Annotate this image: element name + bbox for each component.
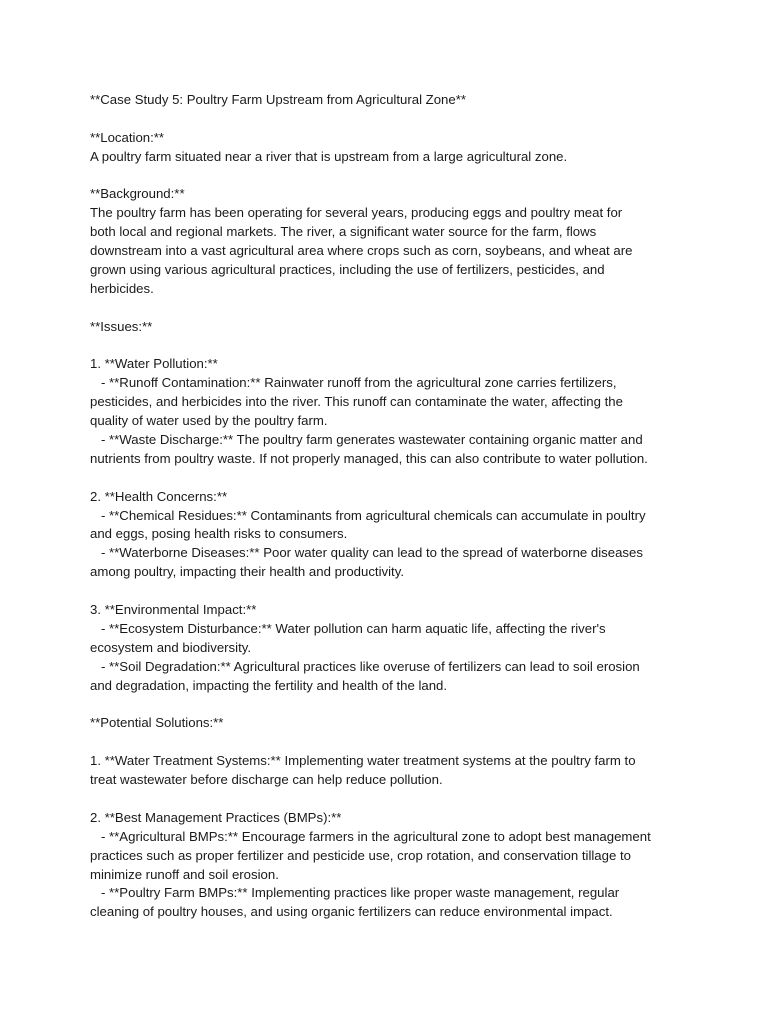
issue-line: among poultry, impacting their health and productivity. — [90, 564, 404, 580]
solution-line: practices such as proper fertilizer and pesticide use, crop rotation, and conservation tillage to — [90, 847, 631, 863]
spacer — [90, 790, 690, 809]
issue-line: - **Runoff Contamination:** Rainwater runoff from the agricultural zone carries fertilizers, — [90, 375, 617, 391]
background-line: grown using various agricultural practices, including the use of fertilizers, pesticides, and — [90, 262, 605, 278]
spacer — [90, 110, 690, 129]
issue-line: and eggs, posing health risks to consumers. — [90, 526, 348, 542]
solution-line: - **Agricultural BMPs:** Encourage farmers in the agricultural zone to adopt best management — [90, 828, 651, 844]
issue-line: - **Ecosystem Disturbance:** Water pollution can harm aquatic life, affecting the river's — [90, 620, 606, 636]
solution-line: minimize runoff and soil erosion. — [90, 866, 279, 882]
background-line: downstream into a vast agricultural area where crops such as corn, soybeans, and wheat are — [90, 243, 633, 259]
background-line: herbicides. — [90, 280, 154, 296]
solution-line: 1. **Water Treatment Systems:** Implementing water treatment systems at the poultry farm to — [90, 753, 636, 769]
issue-heading-water-pollution: 1. **Water Pollution:** — [90, 356, 218, 372]
solutions-heading: **Potential Solutions:** — [90, 715, 224, 731]
spacer — [90, 696, 690, 715]
solution-line: 2. **Best Management Practices (BMPs):** — [90, 809, 342, 825]
issue-line: - **Soil Degradation:** Agricultural practices like overuse of fertilizers can lead to soil erosion — [90, 658, 640, 674]
document-title: **Case Study 5: Poultry Farm Upstream from Agricultural Zone** — [90, 92, 466, 107]
issue-line: pesticides, and herbicides into the river. This runoff can contaminate the water, affecting the — [90, 394, 623, 410]
issues-heading: **Issues:** — [90, 318, 153, 334]
location-heading: **Location:** — [90, 129, 165, 145]
spacer — [90, 299, 690, 318]
issue-heading-health-concerns: 2. **Health Concerns:** — [90, 488, 228, 504]
issue-line: and degradation, impacting the fertility and health of the land. — [90, 677, 448, 693]
issue-line: - **Waste Discharge:** The poultry farm generates wastewater containing organic matter and — [90, 432, 643, 448]
spacer — [90, 733, 690, 752]
solution-line: - **Poultry Farm BMPs:** Implementing practices like proper waste management, regular — [90, 885, 620, 901]
document-page — [90, 91, 690, 922]
spacer — [90, 469, 690, 488]
background-heading: **Background:** — [90, 186, 185, 202]
issue-line: - **Chemical Residues:** Contaminants from agricultural chemicals can accumulate in poultry — [90, 507, 646, 523]
background-line: The poultry farm has been operating for several years, producing eggs and poultry meat for — [90, 205, 623, 221]
issue-line: quality of water used by the poultry farm. — [90, 413, 328, 429]
issue-line: ecosystem and biodiversity. — [90, 639, 252, 655]
issue-line: - **Waterborne Diseases:** Poor water quality can lead to the spread of waterborne diseases — [90, 545, 643, 561]
solution-line: treat wastewater before discharge can help reduce pollution. — [90, 772, 443, 788]
spacer — [90, 582, 690, 601]
location-text: A poultry farm situated near a river that is upstream from a large agricultural zone. — [90, 148, 568, 164]
issue-heading-environmental-impact: 3. **Environmental Impact:** — [90, 602, 257, 618]
solution-line: cleaning of poultry houses, and using organic fertilizers can reduce environmental impact. — [90, 904, 613, 920]
background-line: both local and regional markets. The river, a significant water source for the farm, flows — [90, 224, 597, 240]
issue-line: nutrients from poultry waste. If not properly managed, this can also contribute to water pollution. — [90, 450, 648, 466]
spacer — [90, 167, 690, 186]
spacer — [90, 337, 690, 356]
